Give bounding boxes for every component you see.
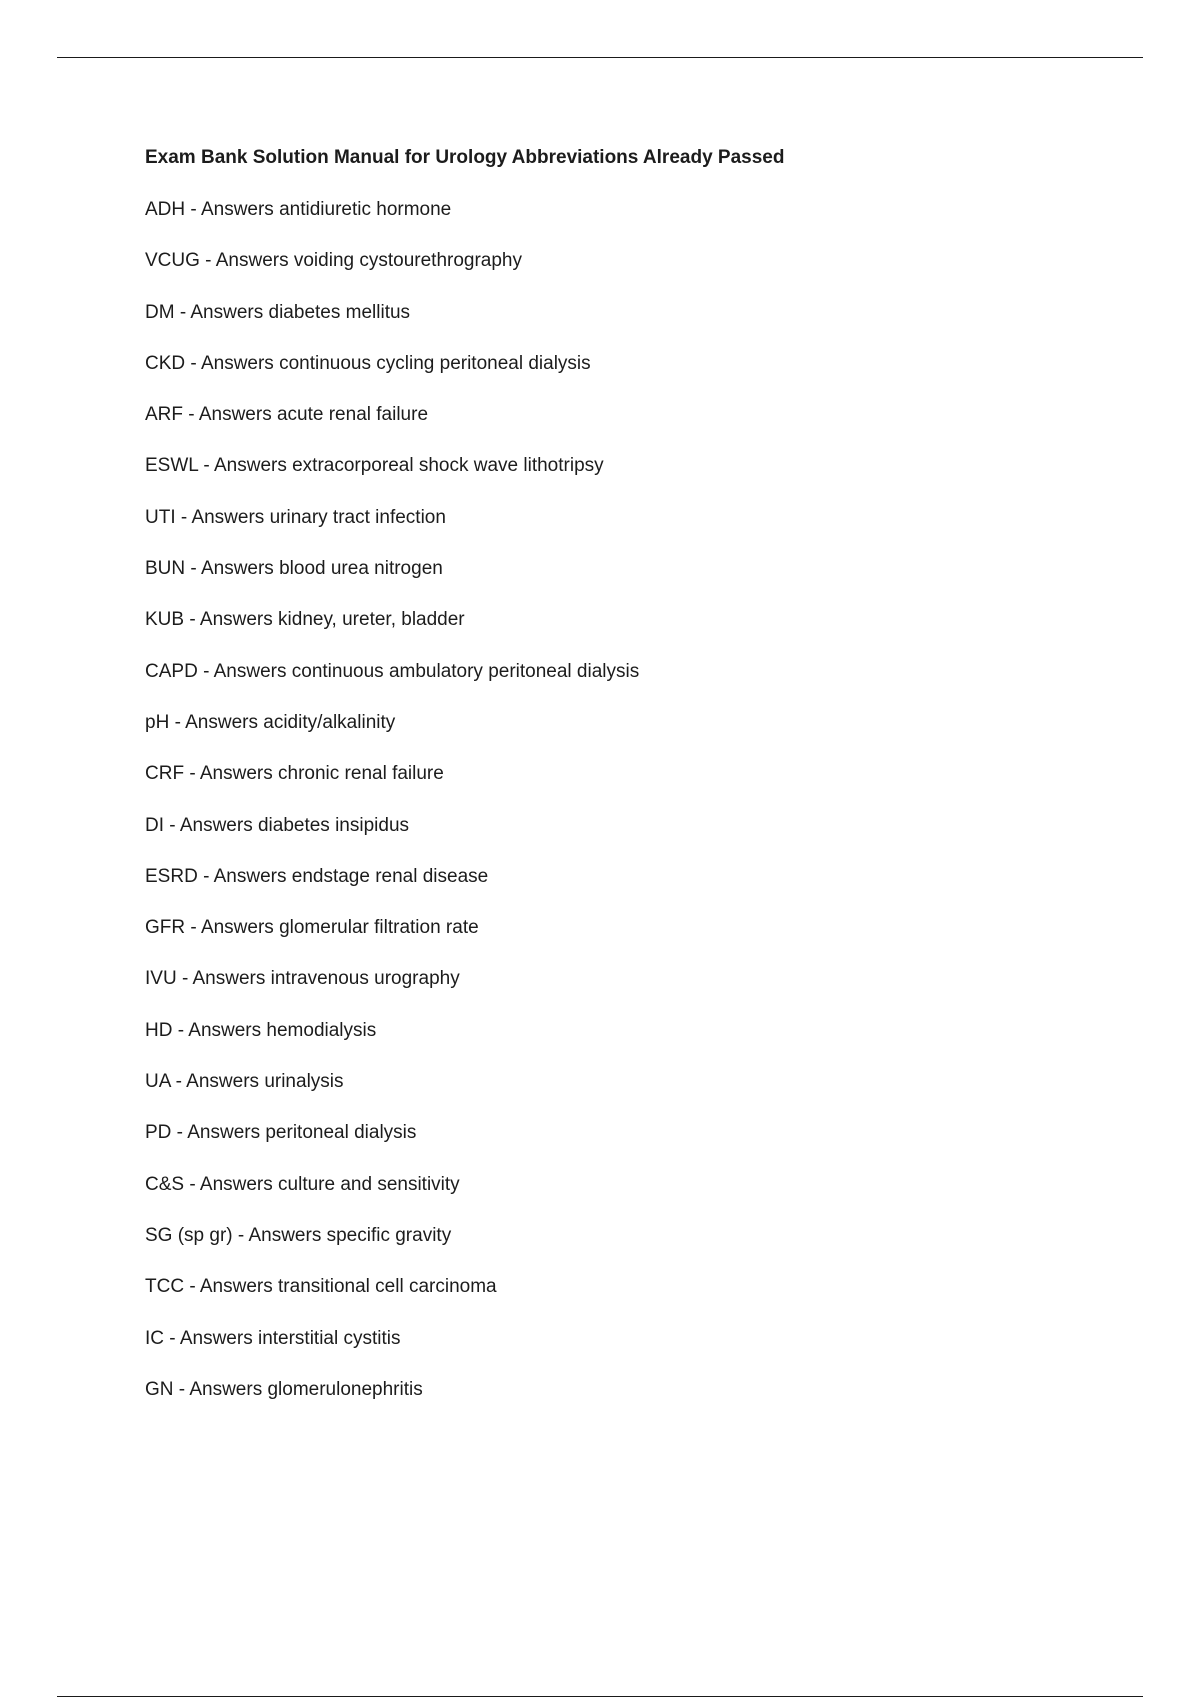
list-item: VCUG - Answers voiding cystourethrography [145,250,522,272]
header-rule [57,57,1143,58]
list-item: C&S - Answers culture and sensitivity [145,1173,460,1195]
list-item: DI - Answers diabetes insipidus [145,814,410,836]
list-item: UTI - Answers urinary tract infection [145,506,446,528]
list-item: HD - Answers hemodialysis [145,1019,377,1041]
list-item: IVU - Answers intravenous urography [145,968,460,990]
list-item: TCC - Answers transitional cell carcinoma [145,1276,497,1298]
list-item: GFR - Answers glomerular filtration rate [145,917,479,939]
document-body [145,145,1145,1428]
list-item: KUB - Answers kidney, ureter, bladder [145,609,465,631]
list-item: ESWL - Answers extracorporeal shock wave lithotripsy [145,455,604,477]
list-item: BUN - Answers blood urea nitrogen [145,558,443,580]
list-item: ADH - Answers antidiuretic hormone [145,199,452,220]
list-item: UA - Answers urinalysis [145,1071,344,1093]
abbreviation-list [145,197,1145,1403]
list-item: SG (sp gr) - Answers specific gravity [145,1224,452,1246]
list-item: PD - Answers peritoneal dialysis [145,1122,417,1144]
list-item: CRF - Answers chronic renal failure [145,763,444,785]
document-title: Exam Bank Solution Manual for Urology Abbreviations Already Passed [145,147,785,168]
list-item: IC - Answers interstitial cystitis [145,1327,401,1349]
footer-rule [57,1696,1143,1697]
list-item: CAPD - Answers continuous ambulatory peritoneal dialysis [145,660,640,682]
list-item: GN - Answers glomerulonephritis [145,1378,423,1400]
list-item: DM - Answers diabetes mellitus [145,301,411,323]
list-item: ARF - Answers acute renal failure [145,404,429,426]
list-item: pH - Answers acidity/alkalinity [145,711,396,733]
list-item: CKD - Answers continuous cycling peritoneal dialysis [145,352,591,374]
list-item: ESRD - Answers endstage renal disease [145,865,489,887]
